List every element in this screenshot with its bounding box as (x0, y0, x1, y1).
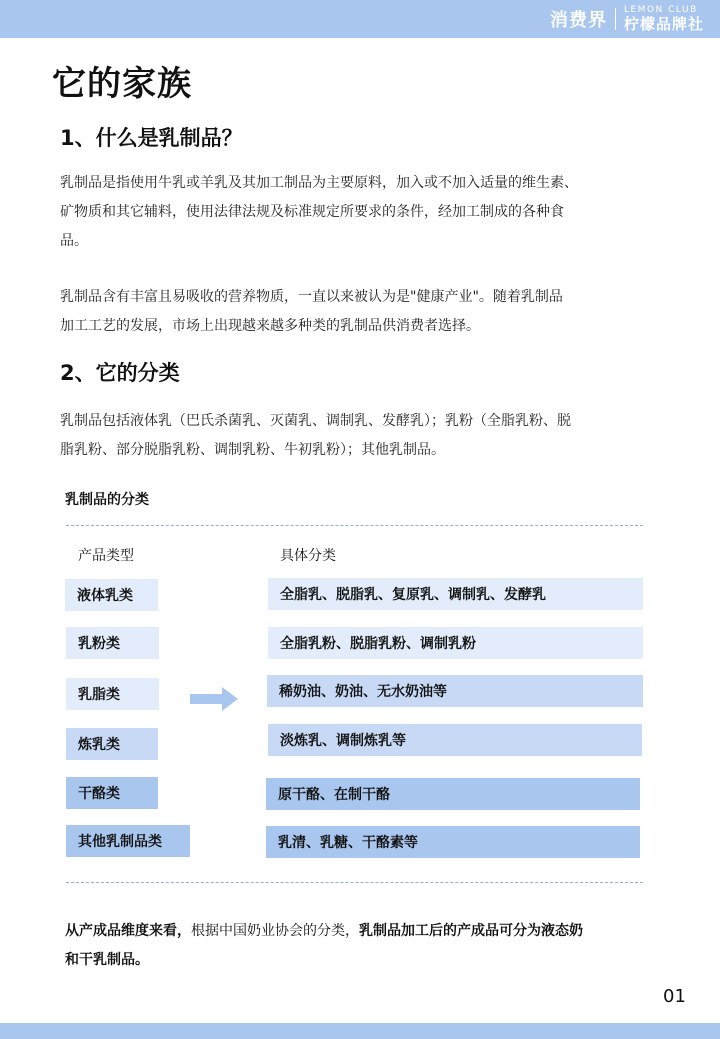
type-box-cheese: 干酪类 (66, 777, 158, 809)
brand-sub (624, 6, 704, 32)
detail-box-cheese: 原干酪、在制干酪 (266, 778, 640, 810)
table-top-divider (66, 525, 643, 526)
paragraph-line: 脂乳粉、部分脱脂乳粉、调制乳粉、牛初乳粉）；其他乳制品。 (60, 442, 445, 458)
type-box-milk-fat: 乳脂类 (66, 678, 159, 710)
column-header-detail: 具体分类 (280, 548, 336, 564)
conclusion-bold-end: 和干乳制品。 (65, 952, 149, 968)
definition-paragraph (60, 169, 660, 256)
paragraph-line: 乳制品是指使用牛乳或羊乳及其加工制品为主要原料，加入或不加入适量的维生素、 (60, 175, 578, 191)
arrow-right-icon (190, 687, 240, 711)
conclusion-paragraph (65, 917, 665, 975)
paragraph-line: 品。 (60, 233, 88, 249)
top-banner (0, 0, 720, 38)
brand-name: 消费界 (549, 10, 607, 31)
table-caption: 乳制品的分类 (65, 492, 149, 508)
page-title: 它的家族 (52, 64, 192, 104)
detail-box-condensed-milk: 淡炼乳、调制炼乳等 (268, 724, 642, 756)
paragraph-line: 加工工艺的发展，市场上出现越来越多种类的乳制品供消费者选择。 (60, 318, 480, 334)
brand-divider (615, 8, 616, 30)
paragraph-line: 矿物质和其它辅料，使用法律法规及标准规定所要求的条件，经加工制成的各种食 (60, 204, 564, 220)
brand-sub-name: 柠檬品牌社 (623, 15, 704, 33)
type-box-liquid-milk: 液体乳类 (65, 579, 158, 611)
brand-logo (550, 4, 704, 34)
column-header-type: 产品类型 (78, 548, 134, 564)
detail-box-milk-fat: 稀奶油、奶油、无水奶油等 (267, 675, 643, 707)
type-box-condensed-milk: 炼乳类 (66, 728, 158, 760)
page-number: 01 (663, 986, 686, 1007)
type-box-milk-powder: 乳粉类 (66, 627, 159, 659)
detail-box-liquid-milk: 全脂乳、脱脂乳、复原乳、调制乳、发酵乳 (268, 578, 643, 610)
nutrition-paragraph (60, 283, 660, 341)
detail-box-other-dairy: 乳清、乳糖、干酪素等 (266, 826, 640, 858)
section-heading-classification: 2、它的分类 (60, 361, 180, 385)
conclusion-source: 根据中国奶业协会的分类， (191, 923, 359, 939)
type-box-other-dairy: 其他乳制品类 (66, 825, 190, 857)
paragraph-line: 乳制品含有丰富且易吸收的营养物质，一直以来被认为是"健康产业"。随着乳制品 (60, 289, 563, 305)
classification-paragraph (60, 407, 660, 465)
conclusion-bold-result: 乳制品加工后的产成品可分为液态奶 (359, 923, 583, 939)
bottom-banner (0, 1023, 720, 1039)
paragraph-line: 乳制品包括液体乳（巴氏杀菌乳、灭菌乳、调制乳、发酵乳）；乳粉（全脂乳粉、脱 (60, 413, 571, 429)
section-heading-what-is: 1、什么是乳制品？ (60, 126, 243, 150)
table-bottom-divider (66, 882, 643, 883)
detail-box-milk-powder: 全脂乳粉、脱脂乳粉、调制乳粉 (268, 627, 643, 659)
conclusion-bold-lead: 从产成品维度来看， (65, 923, 191, 939)
brand-name-en: LEMON CLUB (623, 5, 698, 15)
